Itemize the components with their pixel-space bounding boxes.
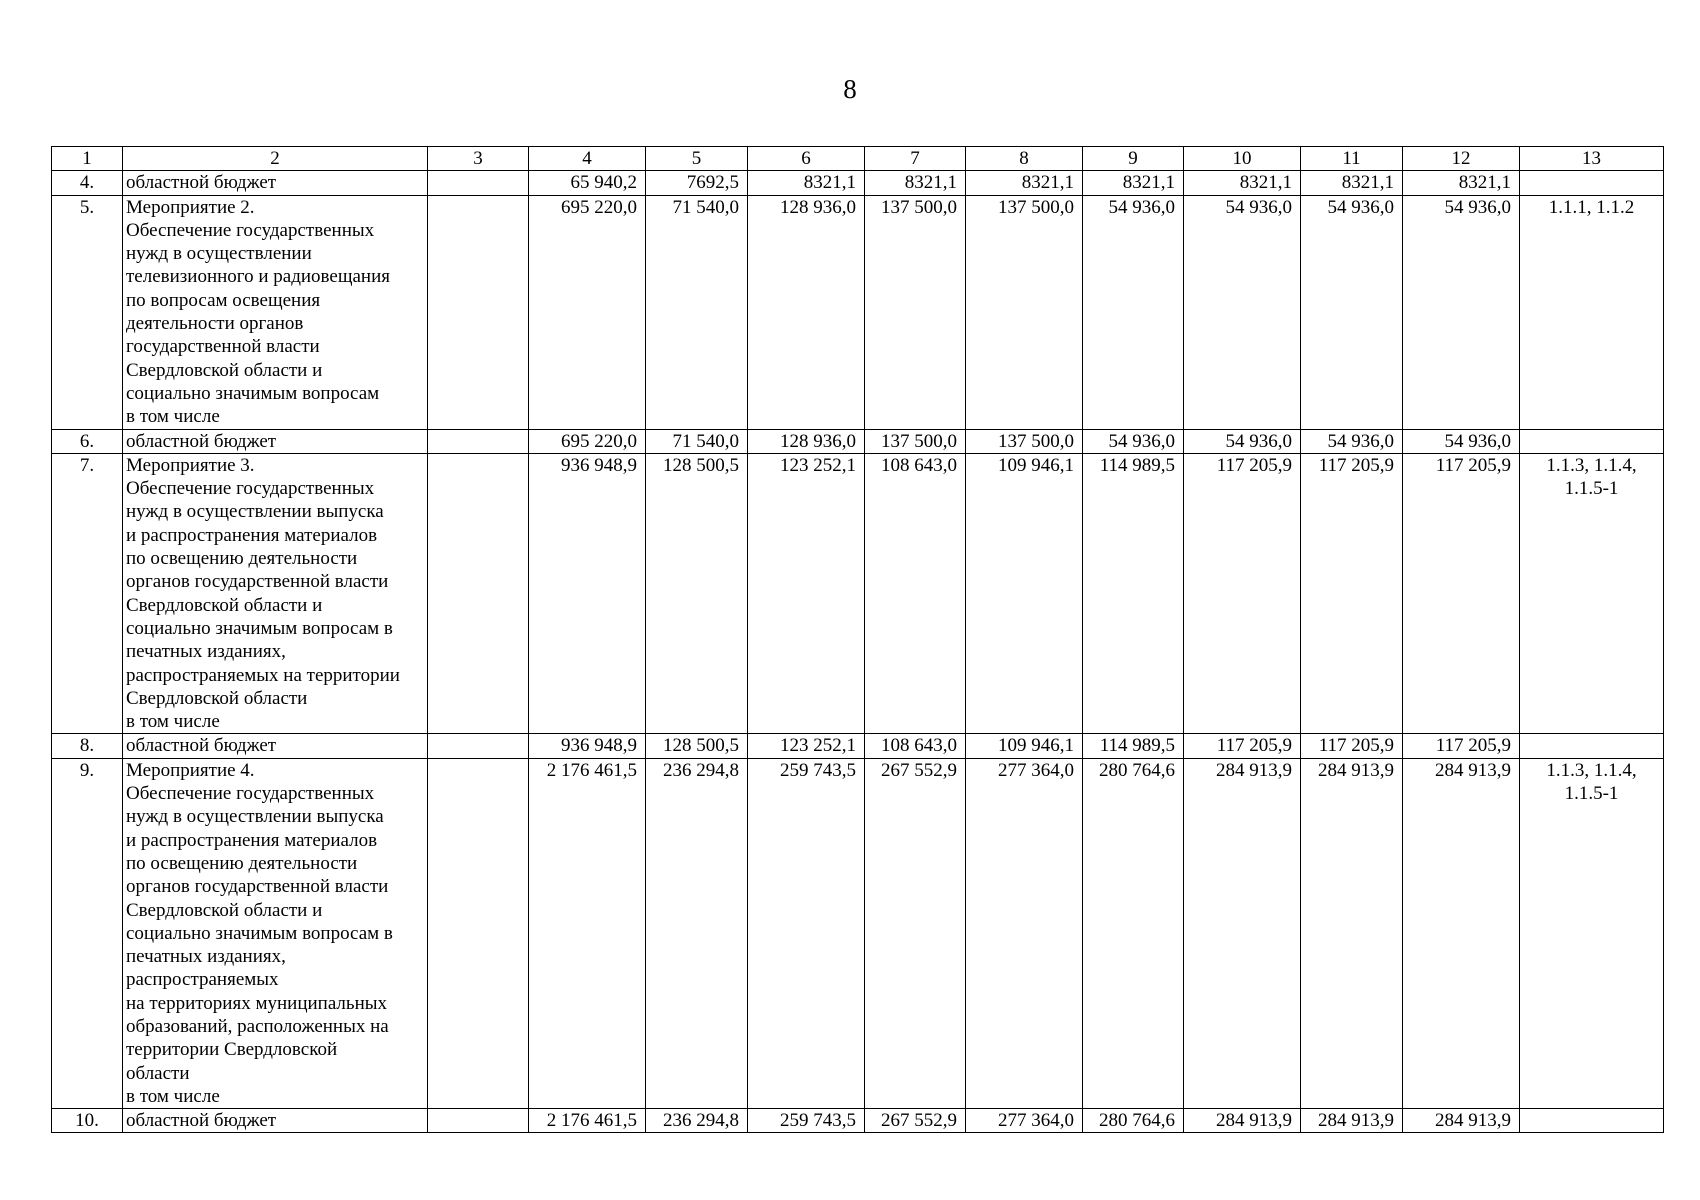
- target-indicator: [1520, 734, 1664, 758]
- column-header: 4: [529, 147, 646, 171]
- amount-cell: 117 205,9: [1184, 734, 1301, 758]
- amount-cell: 267 552,9: [865, 758, 966, 1108]
- amount-cell: 277 364,0: [966, 1109, 1083, 1133]
- amount-cell: 284 913,9: [1301, 1109, 1403, 1133]
- amount-cell: 267 552,9: [865, 1109, 966, 1133]
- amount-total: 2 176 461,5: [529, 758, 646, 1108]
- amount-cell: 108 643,0: [865, 453, 966, 734]
- amount-cell: 109 946,1: [966, 453, 1083, 734]
- amount-cell: 54 936,0: [1184, 195, 1301, 429]
- source-cell: [428, 453, 529, 734]
- row-name: областной бюджет: [123, 429, 428, 453]
- column-header: 2: [123, 147, 428, 171]
- amount-cell: 137 500,0: [966, 429, 1083, 453]
- amount-cell: 54 936,0: [1301, 195, 1403, 429]
- source-cell: [428, 758, 529, 1108]
- row-number: 8.: [52, 734, 123, 758]
- amount-cell: 54 936,0: [1403, 429, 1520, 453]
- table-row: [52, 758, 1664, 1108]
- column-number-row: [52, 147, 1664, 171]
- amount-cell: 284 913,9: [1403, 758, 1520, 1108]
- amount-cell: 54 936,0: [1403, 195, 1520, 429]
- amount-cell: 8321,1: [1403, 171, 1520, 195]
- row-number: 4.: [52, 171, 123, 195]
- row-number: 7.: [52, 453, 123, 734]
- amount-cell: 117 205,9: [1184, 453, 1301, 734]
- row-name: областной бюджет: [123, 1109, 428, 1133]
- amount-cell: 8321,1: [748, 171, 865, 195]
- row-number: 5.: [52, 195, 123, 429]
- amount-cell: 54 936,0: [1184, 429, 1301, 453]
- target-indicator: [1520, 171, 1664, 195]
- amount-cell: 8321,1: [966, 171, 1083, 195]
- row-number: 9.: [52, 758, 123, 1108]
- amount-cell: 128 500,5: [646, 453, 748, 734]
- budget-table: [51, 146, 1664, 1133]
- source-cell: [428, 1109, 529, 1133]
- amount-cell: 123 252,1: [748, 453, 865, 734]
- amount-cell: 284 913,9: [1301, 758, 1403, 1108]
- amount-cell: 114 989,5: [1083, 734, 1184, 758]
- amount-cell: 8321,1: [1184, 171, 1301, 195]
- amount-total: 2 176 461,5: [529, 1109, 646, 1133]
- amount-total: 695 220,0: [529, 195, 646, 429]
- amount-cell: 128 936,0: [748, 195, 865, 429]
- row-number: 10.: [52, 1109, 123, 1133]
- column-header: 10: [1184, 147, 1301, 171]
- target-indicator: [1520, 1109, 1664, 1133]
- table-row: [52, 429, 1664, 453]
- column-header: 13: [1520, 147, 1664, 171]
- page-number: 8: [843, 74, 857, 104]
- row-number: 6.: [52, 429, 123, 453]
- amount-cell: 114 989,5: [1083, 453, 1184, 734]
- amount-cell: 54 936,0: [1083, 195, 1184, 429]
- target-indicator: 1.1.3, 1.1.4, 1.1.5-1: [1520, 758, 1664, 1108]
- amount-cell: 7692,5: [646, 171, 748, 195]
- column-header: 11: [1301, 147, 1403, 171]
- amount-cell: 280 764,6: [1083, 758, 1184, 1108]
- amount-total: 936 948,9: [529, 734, 646, 758]
- row-name: Мероприятие 3. Обеспечение государственных нужд в осуществлении выпуска и распространения материалов по освещению деятельности органов государственной власти Свердловской области и социально значимым вопросам в печатных изданиях, распространяемых на территории Свердловской области в том числе: [123, 453, 428, 734]
- amount-cell: 284 913,9: [1184, 1109, 1301, 1133]
- column-header: 9: [1083, 147, 1184, 171]
- amount-cell: 137 500,0: [966, 195, 1083, 429]
- amount-cell: 128 936,0: [748, 429, 865, 453]
- source-cell: [428, 195, 529, 429]
- amount-cell: 117 205,9: [1403, 734, 1520, 758]
- amount-cell: 8321,1: [1083, 171, 1184, 195]
- amount-total: 65 940,2: [529, 171, 646, 195]
- amount-cell: 259 743,5: [748, 1109, 865, 1133]
- row-name: Мероприятие 4. Обеспечение государственных нужд в осуществлении выпуска и распространения материалов по освещению деятельности органов государственной власти Свердловской области и социально значимым вопросам в печатных изданиях, распространяемых на территориях муниципальных образований, расположенных на территории Свердловской области в том числе: [123, 758, 428, 1108]
- column-header: 7: [865, 147, 966, 171]
- amount-cell: 284 913,9: [1184, 758, 1301, 1108]
- target-indicator: [1520, 429, 1664, 453]
- column-header: 12: [1403, 147, 1520, 171]
- target-indicator: 1.1.1, 1.1.2: [1520, 195, 1664, 429]
- amount-cell: 128 500,5: [646, 734, 748, 758]
- amount-cell: 108 643,0: [865, 734, 966, 758]
- source-cell: [428, 171, 529, 195]
- amount-cell: 123 252,1: [748, 734, 865, 758]
- amount-cell: 259 743,5: [748, 758, 865, 1108]
- table-row: [52, 734, 1664, 758]
- amount-cell: 71 540,0: [646, 429, 748, 453]
- amount-cell: 8321,1: [865, 171, 966, 195]
- amount-cell: 71 540,0: [646, 195, 748, 429]
- amount-cell: 54 936,0: [1301, 429, 1403, 453]
- amount-cell: 117 205,9: [1301, 734, 1403, 758]
- amount-cell: 236 294,8: [646, 1109, 748, 1133]
- amount-cell: 117 205,9: [1301, 453, 1403, 734]
- table-row: [52, 453, 1664, 734]
- table-row: [52, 1109, 1664, 1133]
- row-name: областной бюджет: [123, 171, 428, 195]
- source-cell: [428, 734, 529, 758]
- row-name: областной бюджет: [123, 734, 428, 758]
- amount-cell: 277 364,0: [966, 758, 1083, 1108]
- row-name: Мероприятие 2. Обеспечение государственных нужд в осуществлении телевизионного и радиовещания по вопросам освещения деятельности органов государственной власти Свердловской области и социально значимым вопросам в том числе: [123, 195, 428, 429]
- amount-cell: 8321,1: [1301, 171, 1403, 195]
- amount-cell: 54 936,0: [1083, 429, 1184, 453]
- amount-cell: 137 500,0: [865, 195, 966, 429]
- amount-cell: 117 205,9: [1403, 453, 1520, 734]
- column-header: 6: [748, 147, 865, 171]
- amount-total: 695 220,0: [529, 429, 646, 453]
- source-cell: [428, 429, 529, 453]
- amount-total: 936 948,9: [529, 453, 646, 734]
- column-header: 8: [966, 147, 1083, 171]
- column-header: 5: [646, 147, 748, 171]
- amount-cell: 236 294,8: [646, 758, 748, 1108]
- amount-cell: 137 500,0: [865, 429, 966, 453]
- table-row: [52, 195, 1664, 429]
- column-header: 3: [428, 147, 529, 171]
- amount-cell: 280 764,6: [1083, 1109, 1184, 1133]
- amount-cell: 109 946,1: [966, 734, 1083, 758]
- table-row: [52, 171, 1664, 195]
- target-indicator: 1.1.3, 1.1.4, 1.1.5-1: [1520, 453, 1664, 734]
- column-header: 1: [52, 147, 123, 171]
- amount-cell: 284 913,9: [1403, 1109, 1520, 1133]
